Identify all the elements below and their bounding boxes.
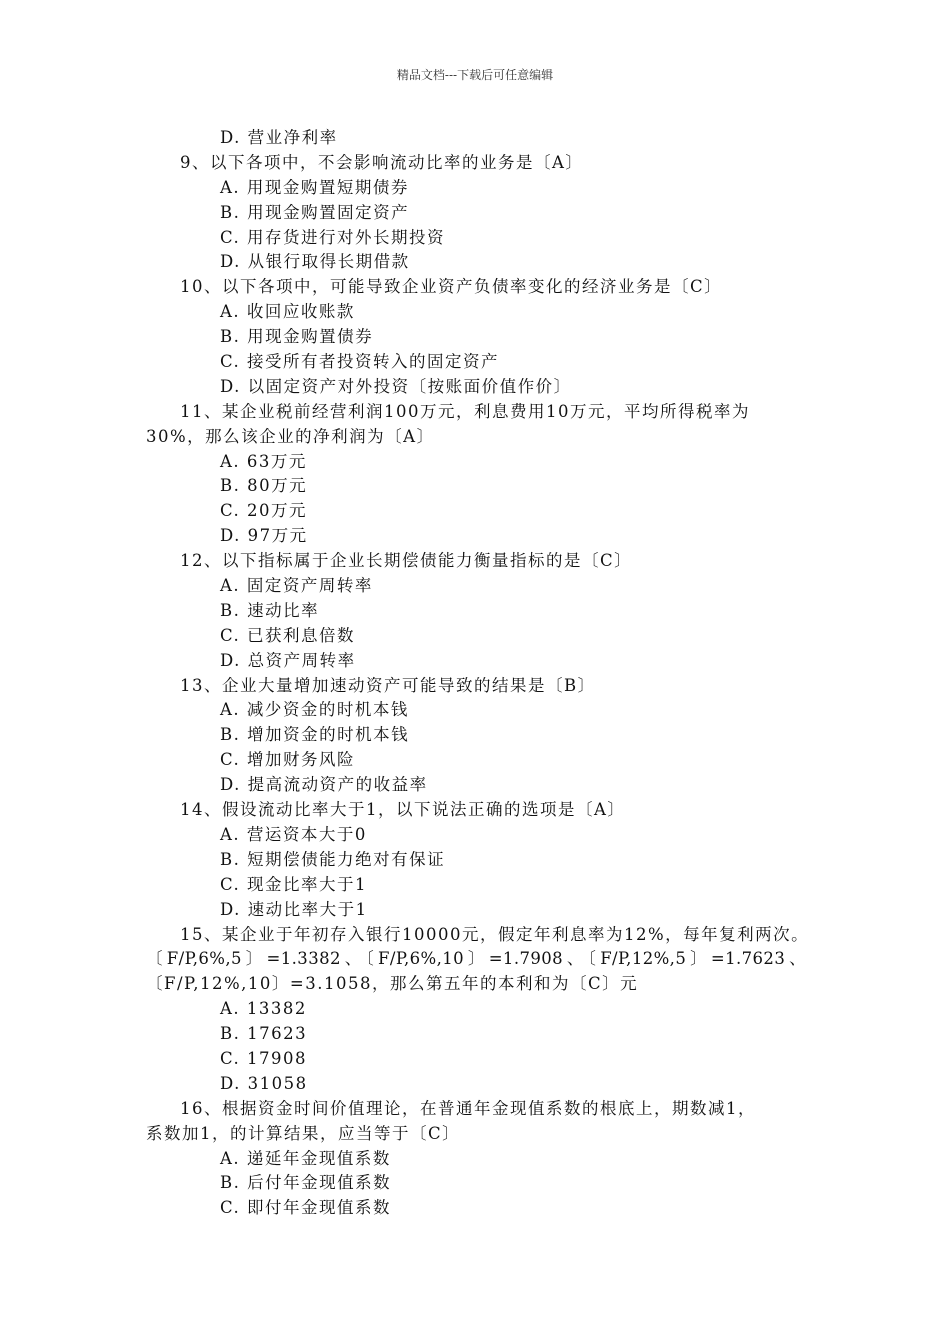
option-line: D. 从银行取得长期借款 <box>220 252 410 272</box>
option-line: A. 13382 <box>220 999 307 1019</box>
question-line: 13、企业大量增加速动资产可能导致的结果是〔B〕 <box>180 675 596 695</box>
option-line: B. 增加资金的时机本钱 <box>220 725 410 745</box>
question-line: 9、以下各项中，不会影响流动比率的业务是〔A〕 <box>180 152 584 172</box>
option-line: A. 收回应收账款 <box>220 302 355 322</box>
option-line: D. 97万元 <box>220 526 308 546</box>
question-line: 15、某企业于年初存入银行10000元，假定年利息率为12%，每年复利两次。 <box>180 924 810 944</box>
option-line: A. 营运资本大于0 <box>220 824 367 844</box>
question-line: 10、以下各项中，可能导致企业资产负债率变化的经济业务是〔C〕 <box>180 277 723 297</box>
option-line: B. 后付年金现值系数 <box>220 1173 392 1193</box>
continuation-line: 〔F/P,12%,10〕=3.1058，那么第五年的本利和为〔C〕元 <box>146 974 639 994</box>
continuation-line: 30%，那么该企业的净利润为〔A〕 <box>146 426 435 446</box>
option-line: C. 用存货进行对外长期投资 <box>220 227 446 247</box>
option-line: D. 营业净利率 <box>220 128 338 147</box>
option-line: C. 即付年金现值系数 <box>220 1198 392 1218</box>
option-line: D. 总资产周转率 <box>220 650 356 670</box>
document-body <box>0 126 950 1221</box>
option-line: D. 速动比率大于1 <box>220 899 368 919</box>
option-line: D. 提高流动资产的收益率 <box>220 775 428 795</box>
continuation-line: 〔F/P,6%,5〕=1.3382、〔F/P,6%,10〕=1.7908、〔F/P,12%,5〕=1.7623、 <box>146 949 806 969</box>
option-line: C. 现金比率大于1 <box>220 874 368 894</box>
option-line: A. 63万元 <box>220 451 307 471</box>
option-line: A. 减少资金的时机本钱 <box>220 700 409 720</box>
option-line: C. 20万元 <box>220 501 308 521</box>
question-line: 11、某企业税前经营利润100万元，利息费用10万元，平均所得税率为 <box>180 401 750 421</box>
option-line: A. 用现金购置短期债券 <box>220 177 409 197</box>
option-line: D. 以固定资产对外投资〔按账面价值作价〕 <box>220 376 572 396</box>
option-line: D. 31058 <box>220 1073 308 1093</box>
question-line: 12、以下指标属于企业长期偿债能力衡量指标的是〔C〕 <box>180 551 633 571</box>
option-line: C. 接受所有者投资转入的固定资产 <box>220 352 500 372</box>
question-line: 14、假设流动比率大于1，以下说法正确的选项是〔A〕 <box>180 800 626 820</box>
option-line: B. 用现金购置固定资产 <box>220 202 410 222</box>
option-line: A. 递延年金现值系数 <box>220 1148 391 1168</box>
option-line: A. 固定资产周转率 <box>220 576 373 596</box>
option-line: B. 80万元 <box>220 476 308 496</box>
question-line: 16、根据资金时间价值理论，在普通年金现值系数的根底上，期数减1， <box>180 1098 756 1118</box>
continuation-line: 系数加1，的计算结果，应当等于〔C〕 <box>146 1123 461 1143</box>
option-line: B. 速动比率 <box>220 600 320 620</box>
option-line: C. 17908 <box>220 1048 308 1068</box>
page-header: 精品文档---下载后可任意编辑 <box>396 68 554 82</box>
option-line: B. 17623 <box>220 1024 308 1044</box>
option-line: B. 用现金购置债券 <box>220 327 374 347</box>
option-line: C. 增加财务风险 <box>220 750 356 770</box>
option-line: B. 短期偿债能力绝对有保证 <box>220 849 446 869</box>
option-line: C. 已获利息倍数 <box>220 625 356 645</box>
